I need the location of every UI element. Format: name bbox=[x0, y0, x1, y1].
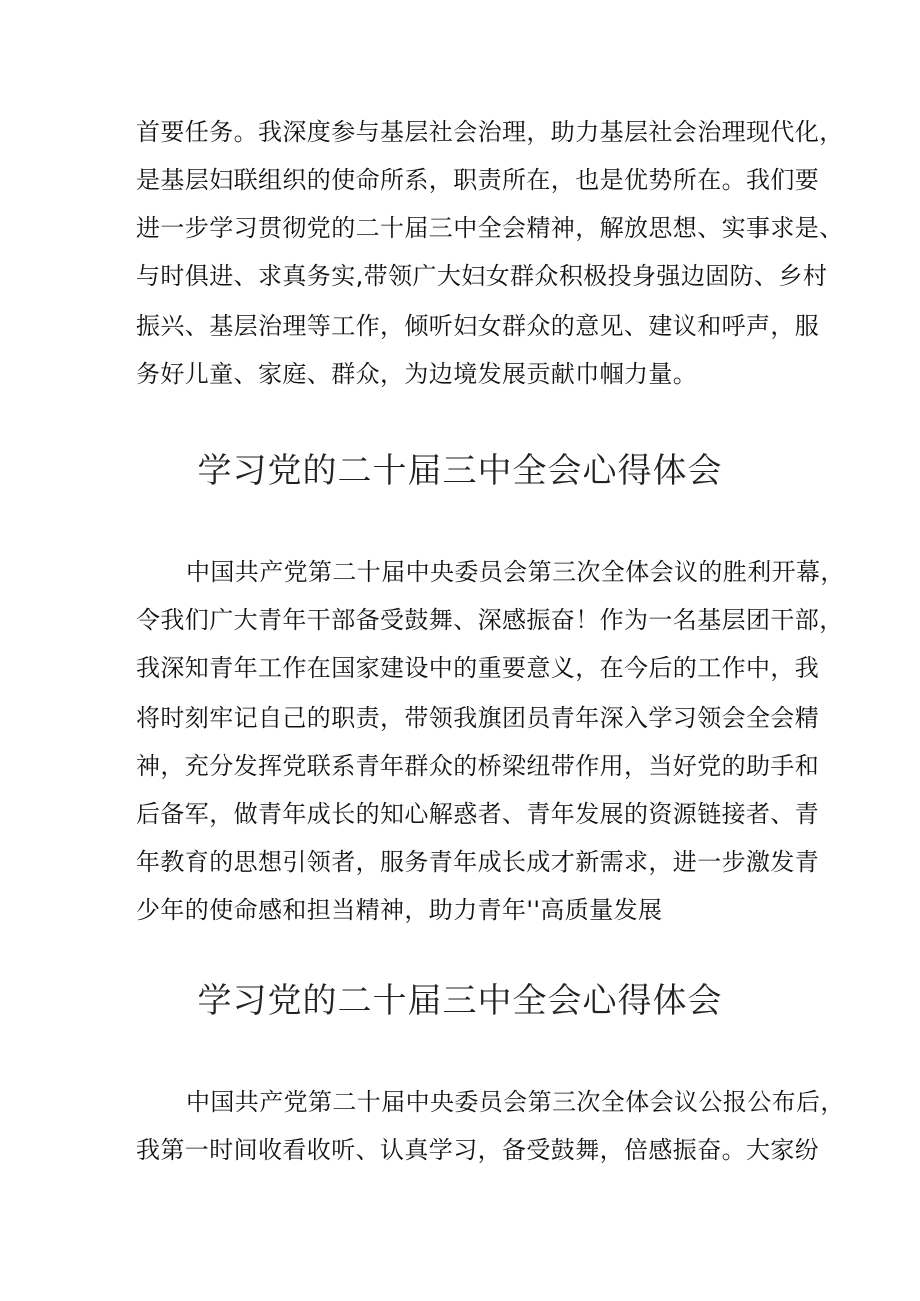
text-line: 中国共产党第二十届中央委员会第三次全体会议公报公布后， bbox=[186, 1088, 845, 1116]
text-line: 后备军，做青年成长的知心解惑者、青年发展的资源链接者、青 bbox=[136, 800, 820, 828]
text-line: 首要任务。我深度参与基层社会治理，助力基层社会治理现代化， bbox=[136, 118, 844, 146]
text-line: 是基层妇联组织的使命所系，职责所在，也是优势所在。我们要 bbox=[136, 166, 820, 194]
text-line: 与时俱进、求真务实,带领广大妇女群众积极投身强边固防、乡村 bbox=[136, 262, 828, 290]
text-line: 振兴、基层治理等工作，倾听妇女群众的意见、建议和呼声，服 bbox=[136, 312, 820, 340]
text-line: 神，充分发挥党联系青年群众的桥梁纽带作用，当好党的助手和 bbox=[136, 752, 820, 780]
text-line: 令我们广大青年干部备受鼓舞、深感振奋！作为一名基层团干部， bbox=[136, 606, 844, 634]
text-line: 年教育的思想引领者，服务青年成长成才新需求，进一步激发青 bbox=[136, 848, 820, 876]
text-line: 少年的使命感和担当精神，助力青年''高质量发展 bbox=[136, 896, 663, 924]
text-line: 将时刻牢记自己的职责，带领我旗团员青年深入学习领会全会精 bbox=[136, 704, 820, 732]
text-line: 我第一时间收看收听、认真学习，备受鼓舞，倍感振奋。大家纷 bbox=[136, 1136, 820, 1164]
text-line: 务好儿童、家庭、群众，为边境发展贡献巾帼力量。 bbox=[136, 360, 698, 388]
section-title: 学习党的二十届三中全会心得体会 bbox=[197, 451, 723, 491]
section-title: 学习党的二十届三中全会心得体会 bbox=[197, 981, 723, 1021]
text-line: 中国共产党第二十届中央委员会第三次全体会议的胜利开幕， bbox=[186, 558, 845, 586]
text-line: 进一步学习贯彻党的二十届三中全会精神，解放思想、实事求是、 bbox=[136, 214, 844, 242]
text-line: 我深知青年工作在国家建设中的重要意义，在今后的工作中，我 bbox=[136, 654, 820, 682]
